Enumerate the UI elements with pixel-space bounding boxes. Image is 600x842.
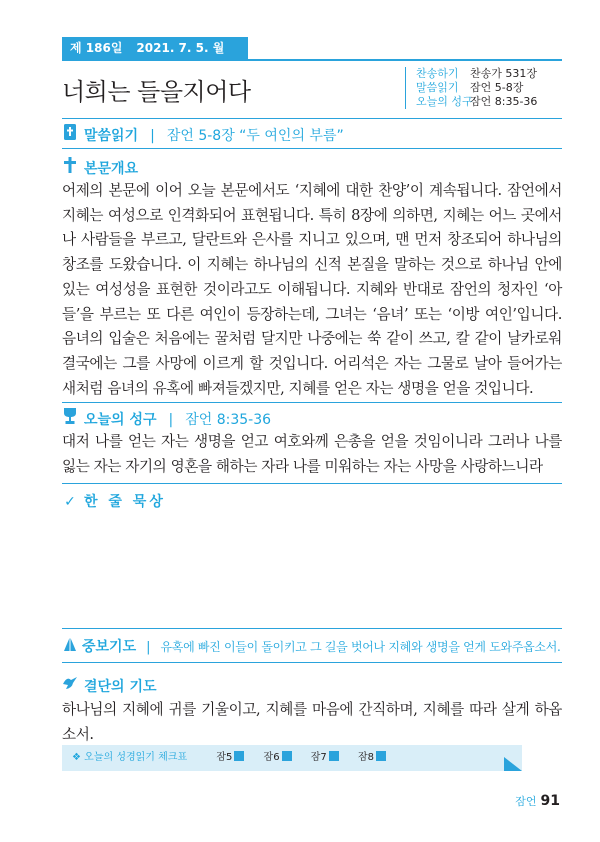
reading-ref: 잠언 5-8장 “두 여인의 부름” <box>166 128 344 144</box>
checkbox[interactable] <box>234 751 244 761</box>
checkbox[interactable] <box>376 751 386 761</box>
cross-icon <box>62 157 78 177</box>
info-row-verse <box>416 95 537 109</box>
info-key: 오늘의 성구 <box>416 95 473 108</box>
date: 2021. 7. 5. 월 <box>136 41 225 55</box>
verse-label: 오늘의 성구 <box>84 412 157 428</box>
chalice-icon <box>62 408 78 428</box>
verse-text: 대저 나를 얻는 자는 생명을 얻고 여호와께 은총을 얻을 것임이니라 그러나 나를 잃는 자는 자기의 영혼을 해하는 자라 나를 미워하는 자는 사망을 사랑하느니라 <box>62 433 562 475</box>
divider <box>62 118 562 119</box>
decision-heading <box>62 675 157 696</box>
info-row-reading <box>416 81 537 95</box>
day-number: 제 186일 <box>70 41 123 55</box>
divider <box>62 148 562 149</box>
top-rule <box>62 59 562 61</box>
checklist-item[interactable]: 잠7 <box>311 752 339 763</box>
intercession-line: 중보기도 | 유혹에 빠진 이들이 돌이키고 그 길을 벗어나 지혜와 생명을 얻게 도와주옵소서. <box>62 636 561 657</box>
meditation-label: 한 줄 묵상 <box>84 494 166 510</box>
info-value: 잠언 5-8장 <box>470 81 524 94</box>
checklist-corner <box>504 757 522 771</box>
reading-label: 말씀읽기 <box>84 128 139 144</box>
checklist-item[interactable]: 잠8 <box>358 752 386 763</box>
checklist-label: ❖ 오늘의 성경읽기 체크표 <box>72 752 188 763</box>
intercession-text: 유혹에 빠진 이들이 돌이키고 그 길을 벗어나 지혜와 생명을 얻게 도와주옵소서. <box>160 640 561 654</box>
divider <box>62 483 562 484</box>
decision-label: 결단의 기도 <box>84 679 157 695</box>
info-value: 찬송가 531장 <box>470 67 537 80</box>
info-block <box>405 67 537 109</box>
page-title: 너희는 들을지어다 <box>62 78 251 106</box>
reading-checklist <box>62 745 522 771</box>
info-key: 말씀읽기 <box>416 81 459 94</box>
check-icon: ✓ <box>64 494 76 510</box>
info-key: 찬송하기 <box>416 67 459 80</box>
date-tab <box>62 37 248 59</box>
page-num: 91 <box>540 793 560 809</box>
divider <box>62 662 562 663</box>
summary-text: 어제의 본문에 이어 오늘 본문에서도 ‘지혜에 대한 찬양’이 계속됩니다. 잠언에서 지혜는 여성으로 인격화되어 표현됩니다. 특히 8장에 의하면, 지혜는 어느 곳에서나 사람들을 부르고, 달란트와 은사를 지니고 있으며, 맨 먼저 창조되어 하나님의 창조를 도왔습니다. 이 지혜는 하나님의 신적 본질을 말하는 것으로 하나님 안에 있는 여성성을 표현한 것이라고도 이해됩니다. 지혜와 반대로 잠언의 청자인 ‘아들’을 부르는 또 다른 여인이 등장하는데, 그녀는 ‘음녀’ 또는 ‘이방 여인’입니다. 음녀의 입술은 처음에는 꿀처럼 달지만 나중에는 쑥 같이 쓰고, 칼 같이 날카로워 결국에는 그를 사망에 이르게 할 것입니다. 어리석은 자는 그물로 날아 들어가는 새처럼 음녀의 유혹에 빠져들겠지만, 지혜를 얻은 자는 생명을 얻을 것입니다. <box>62 182 562 397</box>
reading-heading: 말씀읽기 | 잠언 5-8장 “두 여인의 부름” <box>62 124 344 145</box>
page-number <box>515 793 560 809</box>
decision-text: 하나님의 지혜에 귀를 기울이고, 지혜를 마음에 간직하며, 지혜를 따라 살게 하옵소서. <box>62 701 562 743</box>
verse-ref: 잠언 8:35-36 <box>185 412 272 428</box>
summary-heading <box>62 157 138 178</box>
dove-icon <box>62 675 78 695</box>
checkbox[interactable] <box>329 751 339 761</box>
checklist-item[interactable]: 잠6 <box>264 752 292 763</box>
checkbox[interactable] <box>282 751 292 761</box>
divider <box>62 402 562 403</box>
checklist-item[interactable]: 잠5 <box>216 752 244 763</box>
info-row-hymn <box>416 67 537 81</box>
verse-heading: 오늘의 성구 | 잠언 8:35-36 <box>62 408 271 429</box>
summary-label: 본문개요 <box>84 161 139 177</box>
meditation-heading <box>62 491 166 511</box>
intercession-label: 중보기도 <box>82 639 137 655</box>
info-value: 잠언 8:35-36 <box>470 95 538 108</box>
book-name: 잠언 <box>515 795 537 808</box>
divider <box>62 628 562 629</box>
praying-hands-icon <box>62 637 78 657</box>
bible-icon <box>62 124 78 144</box>
